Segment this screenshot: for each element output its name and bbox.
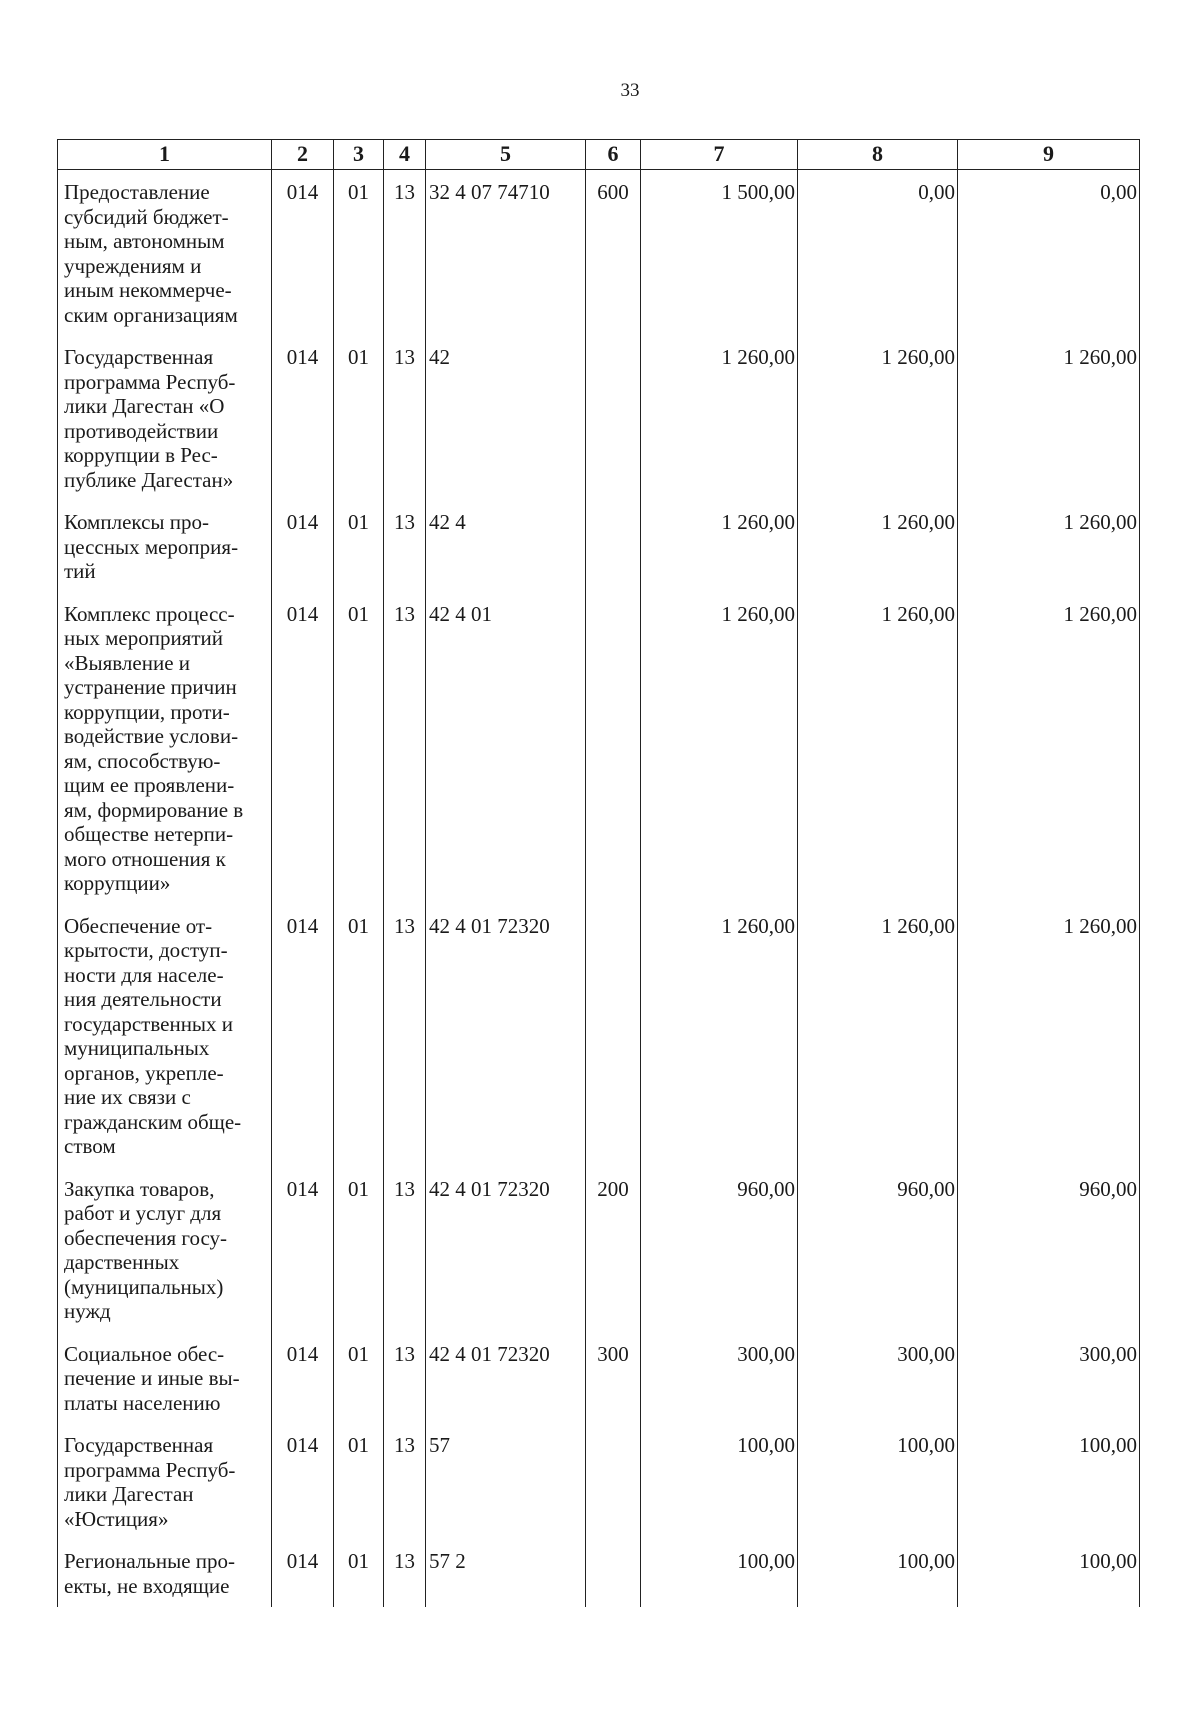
header-col-3: 3 [334,140,384,170]
amount-col-9-cell: 300,00 [958,1332,1140,1424]
amount-col-8-cell: 300,00 [798,1332,958,1424]
target-article-cell: 42 4 01 72320 [426,904,586,1167]
row-name-cell [58,170,272,336]
name-line: Закупка товаров, [64,1176,215,1201]
amount-col-8-cell: 1 260,00 [798,335,958,500]
name-line: программа Респуб- [64,369,236,394]
amount-col-9-cell: 1 260,00 [958,500,1140,592]
amount-col-8-cell: 0,00 [798,170,958,336]
expense-type-cell [586,1539,641,1607]
subsection-code-cell: 13 [384,170,426,336]
amount-col-9-cell: 1 260,00 [958,904,1140,1167]
name-line: (муниципальных) [64,1274,224,1299]
name-line: коррупции» [64,871,171,895]
name-line: мого отношения к [64,846,226,871]
header-col-2: 2 [272,140,334,170]
target-article-cell: 42 4 01 72320 [426,1167,586,1332]
amount-col-8-cell: 1 260,00 [798,592,958,904]
amount-col-7-cell: 300,00 [641,1332,798,1424]
amount-col-8-cell: 100,00 [798,1423,958,1539]
name-line: обществе нетерпи- [64,822,234,846]
header-col-9: 9 [958,140,1140,170]
table-row [58,904,1140,1167]
name-line: ям, формирование в [64,797,244,822]
row-name-cell [58,1423,272,1539]
name-line: водействие услови- [64,724,239,748]
name-line: ния деятельности [64,987,222,1011]
table-row [58,592,1140,904]
subsection-code-cell: 13 [384,1332,426,1424]
name-line: учреждениям и [64,253,202,278]
table-row [58,1167,1140,1332]
subsection-code-cell: 13 [384,592,426,904]
amount-col-7-cell: 1 260,00 [641,335,798,500]
ministry-code-cell: 014 [272,1423,334,1539]
name-line: Государственная [64,345,214,369]
expense-type-cell [586,1423,641,1539]
amount-col-9-cell: 1 260,00 [958,592,1140,904]
name-line: Предоставление [64,180,210,204]
name-line: устранение причин [64,675,237,699]
row-name-cell [58,1167,272,1332]
name-line: Комплексы про- [64,510,209,534]
target-article-cell: 42 4 [426,500,586,592]
expense-type-cell [586,592,641,904]
subsection-code-cell: 13 [384,500,426,592]
row-name-cell [58,592,272,904]
amount-col-9-cell: 100,00 [958,1539,1140,1607]
name-line: Государственная [64,1433,214,1457]
table-row [58,170,1140,336]
name-line: цессных мероприя- [64,534,239,559]
name-line: Комплекс процесс- [64,601,235,626]
section-code-cell: 01 [334,335,384,500]
name-line: тий [64,559,96,583]
row-name-cell [58,1539,272,1607]
name-line: ности для населе- [64,962,224,987]
ministry-code-cell: 014 [272,1332,334,1424]
amount-col-9-cell: 960,00 [958,1167,1140,1332]
name-line: нужд [64,1299,111,1323]
name-line: ных мероприятий [64,626,223,650]
expense-type-cell: 200 [586,1167,641,1332]
name-line: коррупции, проти- [64,699,230,724]
section-code-cell: 01 [334,904,384,1167]
expense-type-cell [586,904,641,1167]
target-article-cell: 57 [426,1423,586,1539]
name-line: платы населению [64,1390,221,1415]
header-col-4: 4 [384,140,426,170]
header-col-6: 6 [586,140,641,170]
expense-type-cell: 300 [586,1332,641,1424]
name-line: коррупции в Рес- [64,443,218,467]
name-line: лики Дагестан [64,1482,194,1506]
subsection-code-cell: 13 [384,1539,426,1607]
subsection-code-cell: 13 [384,1423,426,1539]
name-line: противодействии [64,418,219,443]
row-name-cell [58,904,272,1167]
table-body [58,170,1140,1608]
name-line: государственных и [64,1011,234,1036]
section-code-cell: 01 [334,1539,384,1607]
amount-col-7-cell: 1 500,00 [641,170,798,336]
row-name-cell [58,500,272,592]
name-line: публике Дагестан» [64,467,234,492]
name-line: муниципальных [64,1036,210,1060]
table-row [58,1539,1140,1607]
name-line: «Юстиция» [64,1506,169,1531]
amount-col-9-cell: 0,00 [958,170,1140,336]
amount-col-7-cell: 1 260,00 [641,592,798,904]
name-line: ям, способствую- [64,748,221,773]
table-row [58,335,1140,500]
name-line: субсидий бюджет- [64,204,229,229]
section-code-cell: 01 [334,500,384,592]
amount-col-8-cell: 960,00 [798,1167,958,1332]
name-line: ние их связи с [64,1085,191,1109]
name-line: гражданским обще- [64,1109,242,1134]
target-article-cell: 32 4 07 74710 [426,170,586,336]
table-row [58,500,1140,592]
amount-col-7-cell: 960,00 [641,1167,798,1332]
amount-col-7-cell: 1 260,00 [641,904,798,1167]
amount-col-7-cell: 100,00 [641,1539,798,1607]
header-col-1: 1 [58,140,272,170]
name-line: екты, не входящие [64,1573,230,1598]
amount-col-9-cell: 100,00 [958,1423,1140,1539]
amount-col-9-cell: 1 260,00 [958,335,1140,500]
section-code-cell: 01 [334,1332,384,1424]
table-row [58,1423,1140,1539]
row-name-cell [58,335,272,500]
amount-col-7-cell: 1 260,00 [641,500,798,592]
name-line: Социальное обес- [64,1341,225,1366]
name-line: Региональные про- [64,1549,236,1573]
subsection-code-cell: 13 [384,1167,426,1332]
amount-col-7-cell: 100,00 [641,1423,798,1539]
name-line: щим ее проявлени- [64,773,235,797]
section-code-cell: 01 [334,592,384,904]
ministry-code-cell: 014 [272,500,334,592]
target-article-cell: 42 [426,335,586,500]
ministry-code-cell: 014 [272,592,334,904]
name-line: обеспечения госу- [64,1225,228,1250]
name-line: лики Дагестан «О [64,394,225,418]
expense-type-cell [586,500,641,592]
ministry-code-cell: 014 [272,1167,334,1332]
amount-col-8-cell: 1 260,00 [798,904,958,1167]
target-article-cell: 42 4 01 72320 [426,1332,586,1424]
name-line: работ и услуг для [64,1201,222,1225]
ministry-code-cell: 014 [272,170,334,336]
name-line: программа Респуб- [64,1457,236,1482]
amount-col-8-cell: 100,00 [798,1539,958,1607]
expense-type-cell: 600 [586,170,641,336]
name-line: ным, автономным [64,229,225,253]
section-code-cell: 01 [334,170,384,336]
expense-type-cell [586,335,641,500]
name-line: Обеспечение от- [64,913,213,938]
ministry-code-cell: 014 [272,904,334,1167]
header-col-8: 8 [798,140,958,170]
header-col-5: 5 [426,140,586,170]
name-line: органов, укрепле- [64,1060,224,1085]
header-col-7: 7 [641,140,798,170]
name-line: «Выявление и [64,650,190,675]
ministry-code-cell: 014 [272,1539,334,1607]
target-article-cell: 42 4 01 [426,592,586,904]
name-line: иным некоммерче- [64,278,232,302]
subsection-code-cell: 13 [384,335,426,500]
page-number: 33 [620,80,640,101]
amount-col-8-cell: 1 260,00 [798,500,958,592]
subsection-code-cell: 13 [384,904,426,1167]
section-code-cell: 01 [334,1167,384,1332]
ministry-code-cell: 014 [272,335,334,500]
name-line: крытости, доступ- [64,938,228,962]
name-line: печение и иные вы- [64,1366,240,1390]
name-line: ством [64,1134,116,1158]
row-name-cell [58,1332,272,1424]
table-row [58,1332,1140,1424]
name-line: ским организациям [64,302,238,327]
name-line: дарственных [64,1250,180,1274]
target-article-cell: 57 2 [426,1539,586,1607]
budget-table [57,139,1140,1607]
section-code-cell: 01 [334,1423,384,1539]
header-row [58,140,1140,170]
